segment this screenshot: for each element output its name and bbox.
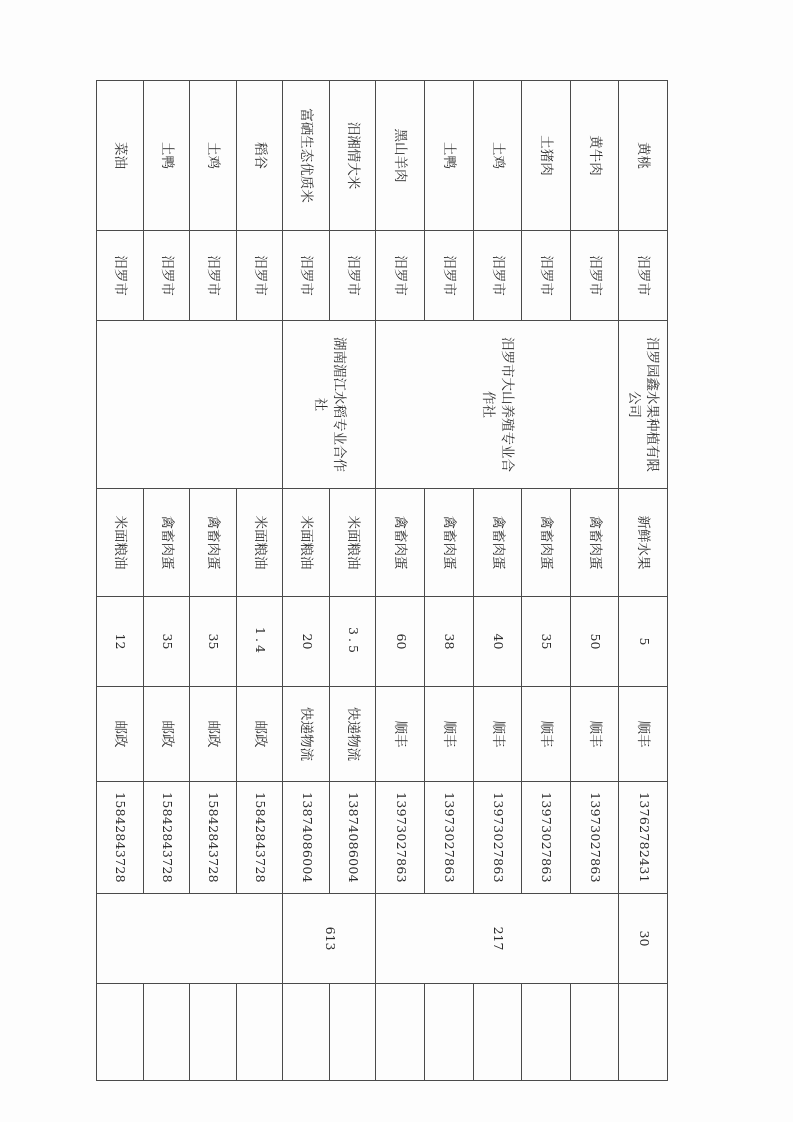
note-cell <box>376 984 425 1081</box>
courier-cell: 顺丰 <box>473 687 522 782</box>
note-cell <box>190 984 237 1081</box>
company-cell: 湖南湄江水稻专业合作社 <box>283 321 376 489</box>
city-cell: 汨罗市 <box>570 231 619 321</box>
note-cell <box>619 984 668 1081</box>
product-cell: 土鸭 <box>425 81 474 231</box>
courier-cell: 顺丰 <box>425 687 474 782</box>
courier-cell: 顺丰 <box>619 687 668 782</box>
company-cell: 汨罗市大山养殖专业合作社 <box>376 321 619 489</box>
product-cell: 土鸭 <box>143 81 190 231</box>
phone-cell: 13874086004 <box>329 782 376 894</box>
product-cell: 黄牛肉 <box>570 81 619 231</box>
courier-cell: 顺丰 <box>522 687 571 782</box>
phone-cell: 13762782431 <box>619 782 668 894</box>
courier-cell: 邮政 <box>97 687 144 782</box>
phone-cell: 13973027863 <box>570 782 619 894</box>
category-cell: 米面粮油 <box>283 489 330 597</box>
quantity-cell: 60 <box>376 597 425 687</box>
city-cell: 汨罗市 <box>619 231 668 321</box>
table-row <box>570 81 619 1081</box>
city-cell: 汨罗市 <box>283 231 330 321</box>
phone-cell: 13973027863 <box>473 782 522 894</box>
city-cell: 汨罗市 <box>236 231 283 321</box>
quantity-cell: 5 <box>619 597 668 687</box>
city-cell: 汨罗市 <box>190 231 237 321</box>
city-cell: 汨罗市 <box>97 231 144 321</box>
rotated-table-area <box>96 80 668 1080</box>
product-cell: 土鸡 <box>473 81 522 231</box>
quantity-cell: 40 <box>473 597 522 687</box>
quantity-cell: 12 <box>97 597 144 687</box>
product-cell: 土猪肉 <box>522 81 571 231</box>
product-cell: 菜油 <box>97 81 144 231</box>
category-cell: 禽畜肉蛋 <box>143 489 190 597</box>
category-cell: 禽畜肉蛋 <box>522 489 571 597</box>
note-cell <box>236 984 283 1081</box>
quantity-cell: 1.4 <box>236 597 283 687</box>
total-cell: 217 <box>376 894 619 984</box>
table-row <box>329 81 376 1081</box>
city-cell: 汨罗市 <box>473 231 522 321</box>
company-cell <box>97 321 283 489</box>
quantity-cell: 50 <box>570 597 619 687</box>
product-cell: 富硒生态优质米 <box>283 81 330 231</box>
total-cell <box>97 894 283 984</box>
category-cell: 禽畜肉蛋 <box>473 489 522 597</box>
phone-cell: 15842843728 <box>236 782 283 894</box>
courier-cell: 顺丰 <box>570 687 619 782</box>
phone-cell: 15842843728 <box>190 782 237 894</box>
courier-cell: 邮政 <box>236 687 283 782</box>
product-cell: 黑山羊肉 <box>376 81 425 231</box>
note-cell <box>522 984 571 1081</box>
note-cell <box>97 984 144 1081</box>
quantity-cell: 38 <box>425 597 474 687</box>
courier-cell: 邮政 <box>143 687 190 782</box>
city-cell: 汨罗市 <box>425 231 474 321</box>
note-cell <box>473 984 522 1081</box>
phone-cell: 13973027863 <box>376 782 425 894</box>
phone-cell: 13874086004 <box>283 782 330 894</box>
quantity-cell: 20 <box>283 597 330 687</box>
note-cell <box>283 984 330 1081</box>
table-row <box>236 81 283 1081</box>
product-cell: 土鸡 <box>190 81 237 231</box>
phone-cell: 15842843728 <box>143 782 190 894</box>
courier-cell: 快递物流 <box>329 687 376 782</box>
category-cell: 米面粮油 <box>329 489 376 597</box>
city-cell: 汨罗市 <box>522 231 571 321</box>
category-cell: 米面粮油 <box>236 489 283 597</box>
note-cell <box>329 984 376 1081</box>
phone-cell: 15842843728 <box>97 782 144 894</box>
quantity-cell: 35 <box>190 597 237 687</box>
product-cell: 汨湘情大米 <box>329 81 376 231</box>
city-cell: 汨罗市 <box>376 231 425 321</box>
quantity-cell: 3.5 <box>329 597 376 687</box>
company-cell: 汨罗园鑫水果种植有限公司 <box>619 321 668 489</box>
total-cell: 30 <box>619 894 668 984</box>
note-cell <box>425 984 474 1081</box>
category-cell: 禽畜肉蛋 <box>425 489 474 597</box>
category-cell: 禽畜肉蛋 <box>190 489 237 597</box>
category-cell: 禽畜肉蛋 <box>376 489 425 597</box>
city-cell: 汨罗市 <box>143 231 190 321</box>
quantity-cell: 35 <box>143 597 190 687</box>
note-cell <box>143 984 190 1081</box>
category-cell: 新鲜水果 <box>619 489 668 597</box>
product-cell: 稻谷 <box>236 81 283 231</box>
note-cell <box>570 984 619 1081</box>
courier-cell: 快递物流 <box>283 687 330 782</box>
category-cell: 禽畜肉蛋 <box>570 489 619 597</box>
quantity-cell: 35 <box>522 597 571 687</box>
courier-cell: 顺丰 <box>376 687 425 782</box>
courier-cell: 邮政 <box>190 687 237 782</box>
city-cell: 汨罗市 <box>329 231 376 321</box>
product-table <box>96 80 668 1081</box>
total-cell: 613 <box>283 894 376 984</box>
table-sheet <box>96 80 668 1080</box>
category-cell: 米面粮油 <box>97 489 144 597</box>
table-row <box>619 81 668 1081</box>
phone-cell: 13973027863 <box>522 782 571 894</box>
phone-cell: 13973027863 <box>425 782 474 894</box>
product-cell: 黄桃 <box>619 81 668 231</box>
